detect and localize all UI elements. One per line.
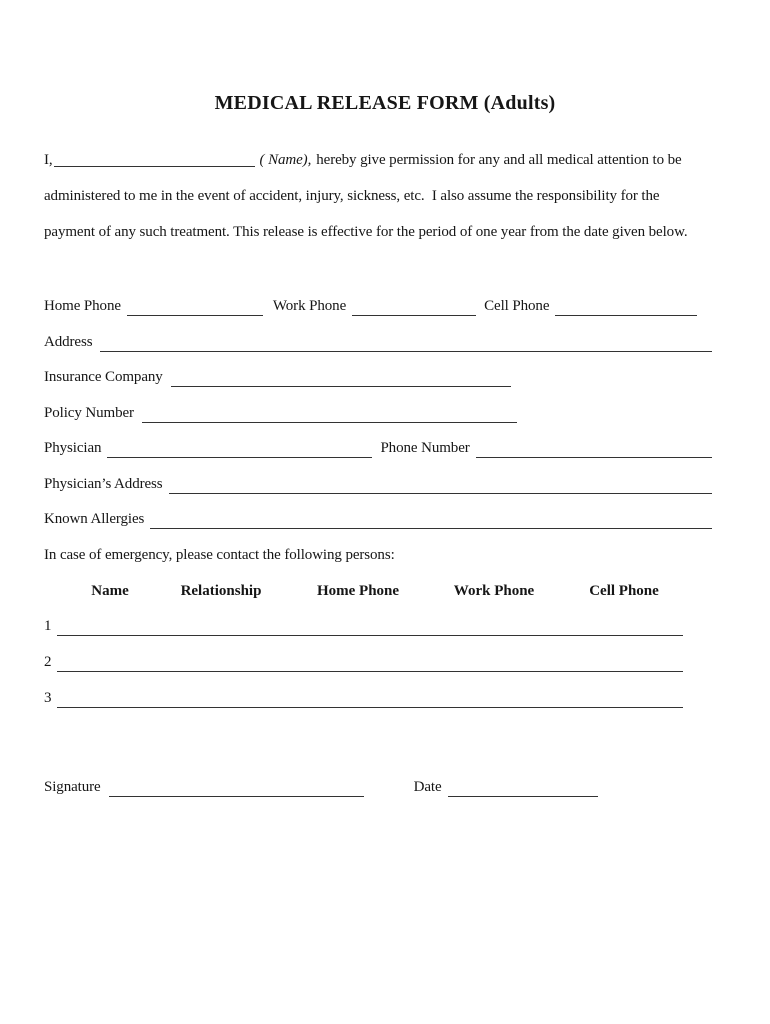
signature-row (44, 779, 712, 799)
address-label: Address (44, 334, 93, 350)
row-number: 2 (44, 654, 52, 670)
column-header-work-phone: Work Phone (453, 583, 535, 599)
physician-row (44, 440, 712, 460)
intro-line1-text: hereby give permission for any and all medical attention to be (316, 152, 682, 168)
form-title: MEDICAL RELEASE FORM (Adults) (214, 92, 556, 114)
row-number: 1 (44, 618, 52, 634)
insurance-company-blank[interactable] (171, 369, 511, 387)
home-phone-label: Home Phone (44, 298, 121, 314)
emergency-contact-row-1 (44, 618, 712, 638)
emergency-contact-3-blank[interactable] (57, 690, 683, 708)
emergency-intro-text: In case of emergency, please contact the following persons: (44, 547, 395, 563)
emergency-contact-2-blank[interactable] (57, 654, 683, 672)
column-header-relationship: Relationship (180, 583, 262, 599)
row-number: 3 (44, 690, 52, 706)
known-allergies-blank[interactable] (150, 511, 712, 529)
emergency-contact-row-3 (44, 690, 712, 710)
signature-blank[interactable] (109, 779, 364, 797)
signature-label: Signature (44, 779, 101, 795)
name-hint: ( Name), (259, 152, 312, 168)
work-phone-blank[interactable] (352, 298, 476, 316)
physician-label: Physician (44, 440, 102, 456)
work-phone-label: Work Phone (272, 298, 347, 314)
address-row (44, 334, 712, 354)
date-blank[interactable] (448, 779, 598, 797)
physicians-address-blank[interactable] (169, 476, 712, 494)
cell-phone-blank[interactable] (555, 298, 697, 316)
insurance-company-row (44, 369, 712, 389)
address-blank[interactable] (100, 334, 712, 352)
date-label: Date (413, 779, 442, 795)
known-allergies-label: Known Allergies (44, 511, 145, 527)
phone-number-blank[interactable] (476, 440, 712, 458)
column-header-cell-phone: Cell Phone (589, 583, 659, 599)
column-header-home-phone: Home Phone (316, 583, 400, 599)
intro-line-3: payment of any such treatment. This release is effective for the period of one year from the date given below. (44, 224, 688, 240)
intro-line-1 (44, 152, 682, 169)
phones-row (44, 298, 712, 318)
phone-number-label: Phone Number (380, 440, 470, 456)
physician-blank[interactable] (107, 440, 372, 458)
column-header-name: Name (91, 583, 129, 599)
policy-number-label: Policy Number (44, 405, 134, 421)
physicians-address-row (44, 476, 712, 496)
intro-line-2: administered to me in the event of accident, injury, sickness, etc. I also assume the responsibility for the (44, 188, 660, 204)
physicians-address-label: Physician’s Address (44, 476, 163, 492)
known-allergies-row (44, 511, 712, 531)
policy-number-blank[interactable] (142, 405, 517, 423)
policy-number-row (44, 405, 712, 425)
emergency-contact-row-2 (44, 654, 712, 674)
intro-prefix: I, (44, 152, 53, 168)
home-phone-blank[interactable] (127, 298, 263, 316)
emergency-intro-row (44, 547, 712, 567)
cell-phone-label: Cell Phone (484, 298, 550, 314)
name-blank[interactable] (54, 163, 255, 167)
insurance-company-label: Insurance Company (44, 369, 163, 385)
emergency-contact-1-blank[interactable] (57, 618, 683, 636)
